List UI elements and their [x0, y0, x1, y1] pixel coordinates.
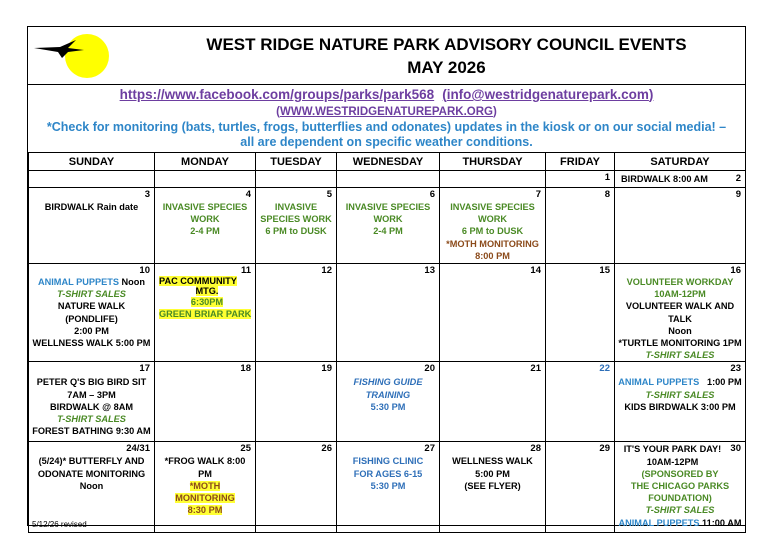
empty-cell: [337, 171, 440, 188]
day-cell-21: [440, 362, 546, 442]
day-number: 13: [424, 265, 435, 276]
revision-note: 5/12/26 revised: [32, 520, 87, 530]
day-cell-27: [337, 442, 440, 533]
day-cell-15: [546, 264, 615, 362]
day-number: 8: [604, 189, 610, 200]
event-animal-puppets: ANIMAL PUPPETS Noon: [37, 277, 146, 287]
day-cell-26: [256, 442, 337, 533]
event-pac-meeting: PAC COMMUNITY MTG. 6:30PM GREEN BRIAR PARK: [159, 276, 252, 319]
week-row-1: [29, 171, 746, 188]
weekday-tuesday: TUESDAY: [256, 153, 337, 171]
day-cell-6: [337, 188, 440, 264]
day-cell-25: [155, 442, 256, 533]
empty-cell: [440, 171, 546, 188]
day-number: 9: [735, 189, 741, 200]
event-frog-walk: *FROG WALK 8:00 PM: [164, 456, 246, 479]
event-volunteer-workday: VOLUNTEER WORKDAY 10AM-12PM: [626, 277, 734, 300]
event-sponsor: (SPONSORED BY THE CHICAGO PARKS FOUNDATION): [630, 468, 730, 504]
day-cell-23: [615, 362, 746, 442]
event-moth-monitoring: *MOTH MONITORING 8:00 PM: [446, 238, 539, 261]
email-link[interactable]: info@westridgenaturepark.com: [446, 87, 649, 102]
weekday-saturday: SATURDAY: [615, 153, 746, 171]
weekday-thursday: THURSDAY: [440, 153, 546, 171]
day-cell-17: [29, 362, 155, 442]
day-number: 15: [599, 265, 610, 276]
event-fishing-guide-training: FISHING GUIDE TRAINING: [353, 377, 423, 400]
day-cell-4: [155, 188, 256, 264]
day-number: 20: [424, 363, 435, 375]
day-number: 4: [245, 189, 251, 200]
event-kids-birdwalk: KIDS BIRDWALK 3:00 PM: [624, 401, 736, 412]
weekday-header-row: [29, 153, 746, 171]
header-divider: [28, 84, 745, 85]
day-cell-11: [155, 264, 256, 362]
day-cell-12: [256, 264, 337, 362]
day-number: 7: [535, 189, 541, 200]
day-cell-29: [546, 442, 615, 533]
day-number: 30: [730, 443, 741, 455]
day-cell-19: [256, 362, 337, 442]
day-number: 10: [139, 265, 150, 276]
day-cell-1: [546, 171, 615, 188]
day-number: 23: [730, 363, 741, 375]
links-section: https://www.facebook.com/groups/parks/park568 (info@westridgenaturepark.com) (WWW.WESTRIDGENATUREPARK.ORG) *Check for monitoring (bats, turtles, frogs, butterflies and odonates) updates in the kiosk or on our social media! – all are dependent on specific weather conditions.: [28, 86, 745, 150]
event-volunteer-walk-talk: VOLUNTEER WALK AND TALK Noon: [625, 301, 735, 336]
day-cell-24-31: [29, 442, 155, 533]
day-number: 27: [424, 443, 435, 455]
event-invasive-species: INVASIVE SPECIES WORK 2-4 PM: [162, 202, 248, 237]
event-fishing-clinic: FISHING CLINIC FOR AGES 6-15 5:30 PM: [352, 456, 424, 491]
event-animal-puppets: ANIMAL PUPPETS 11:00 AM: [618, 517, 742, 528]
empty-cell: [256, 171, 337, 188]
event-birdwalk: BIRDWALK 8:00 AM: [621, 174, 708, 184]
day-cell-3: [29, 188, 155, 264]
day-number: 18: [240, 363, 251, 375]
day-cell-8: [546, 188, 615, 264]
day-cell-14: [440, 264, 546, 362]
event-butterfly-monitoring: (5/24)* BUTTERFLY AND ODONATE MONITORING Noon: [37, 456, 146, 491]
event-tshirt-sales: T-SHIRT SALES: [645, 350, 715, 361]
day-cell-18: [155, 362, 256, 442]
day-cell-13: [337, 264, 440, 362]
day-number: 29: [599, 443, 610, 455]
day-cell-22: [546, 362, 615, 442]
event-birdwalk-rain-date: BIRDWALK Rain date: [44, 202, 139, 212]
day-cell-20: [337, 362, 440, 442]
page-subtitle: MAY 2026: [407, 58, 486, 77]
event-invasive-species: INVASIVE SPECIES WORK 6 PM to DUSK: [260, 202, 332, 237]
event-big-bird-sit: PETER Q'S BIG BIRD SIT 7AM – 3PM: [36, 377, 147, 400]
day-cell-2: [615, 171, 746, 188]
event-tshirt-sales: T-SHIRT SALES: [57, 289, 126, 300]
day-number: 3: [144, 189, 150, 200]
day-cell-30: [615, 442, 746, 533]
day-number: 19: [321, 363, 332, 375]
event-invasive-species: INVASIVE SPECIES WORK 2-4 PM: [345, 202, 431, 237]
event-moth-monitoring: *MOTH MONITORING 8:30 PM: [175, 480, 235, 516]
day-cell-7: [440, 188, 546, 264]
day-number: 11: [240, 265, 251, 276]
day-number: 14: [530, 265, 541, 276]
event-forest-bathing: FOREST BATHING 9:30 AM: [32, 426, 151, 437]
day-number: 22: [599, 363, 610, 375]
event-nature-walk: NATURE WALK (PONDLIFE) 2:00 PM: [57, 301, 126, 336]
day-number: 28: [530, 443, 541, 455]
day-number: 26: [321, 443, 332, 455]
weekday-wednesday: WEDNESDAY: [337, 153, 440, 171]
day-cell-5: [256, 188, 337, 264]
week-row-2: [29, 188, 746, 264]
day-number: 25: [240, 443, 251, 455]
day-number: 17: [139, 363, 150, 375]
facebook-link[interactable]: https://www.facebook.com/groups/parks/park568: [119, 87, 435, 102]
day-number: 6: [429, 189, 435, 200]
day-number: 24/31: [126, 443, 150, 455]
week-row-4: [29, 362, 746, 442]
event-invasive-species: INVASIVE SPECIES WORK 6 PM to DUSK: [450, 202, 535, 237]
event-wellness-walk: WELLNESS WALK 5:00 PM (SEE FLYER): [452, 456, 533, 491]
day-number: 2: [735, 173, 741, 184]
page-title: WEST RIDGE NATURE PARK ADVISORY COUNCIL EVENTS: [206, 35, 687, 54]
empty-cell: [155, 171, 256, 188]
day-number: 16: [730, 265, 741, 276]
event-wellness-walk: WELLNESS WALK 5:00 PM: [32, 338, 151, 349]
calendar-grid: [28, 152, 746, 533]
header: [28, 27, 745, 84]
empty-cell: [29, 171, 155, 188]
day-number: 1: [604, 172, 610, 183]
week-row-5: [29, 442, 746, 533]
event-birdwalk: BIRDWALK @ 8AM: [50, 401, 133, 412]
day-cell-9: [615, 188, 746, 264]
event-animal-puppets: ANIMAL PUPPETS 1:00 PM: [618, 377, 742, 388]
day-cell-28: [440, 442, 546, 533]
day-number: 12: [321, 265, 332, 276]
week-row-3: [29, 264, 746, 362]
day-number: 5: [326, 189, 332, 200]
event-fishing-time: 5:30 PM: [370, 401, 406, 412]
day-cell-16: [615, 264, 746, 362]
day-number: 21: [530, 363, 541, 375]
event-tshirt-sales: T-SHIRT SALES: [57, 414, 126, 425]
weekday-friday: FRIDAY: [546, 153, 615, 171]
event-tshirt-sales: T-SHIRT SALES: [645, 505, 715, 516]
event-turtle-monitoring: *TURTLE MONITORING 1PM: [618, 338, 742, 349]
event-tshirt-sales: T-SHIRT SALES: [645, 389, 715, 400]
monitoring-note: *Check for monitoring (bats, turtles, frogs, butterflies and odonates) updates in the kiosk or on our social media! – all are dependent on specific weather conditions.: [46, 120, 727, 149]
event-park-day: IT'S YOUR PARK DAY! 10AM-12PM: [623, 444, 722, 467]
weekday-monday: MONDAY: [155, 153, 256, 171]
day-cell-10: [29, 264, 155, 362]
website-link[interactable]: WWW.WESTRIDGENATUREPARK.ORG: [280, 106, 493, 118]
weekday-sunday: SUNDAY: [29, 153, 155, 171]
